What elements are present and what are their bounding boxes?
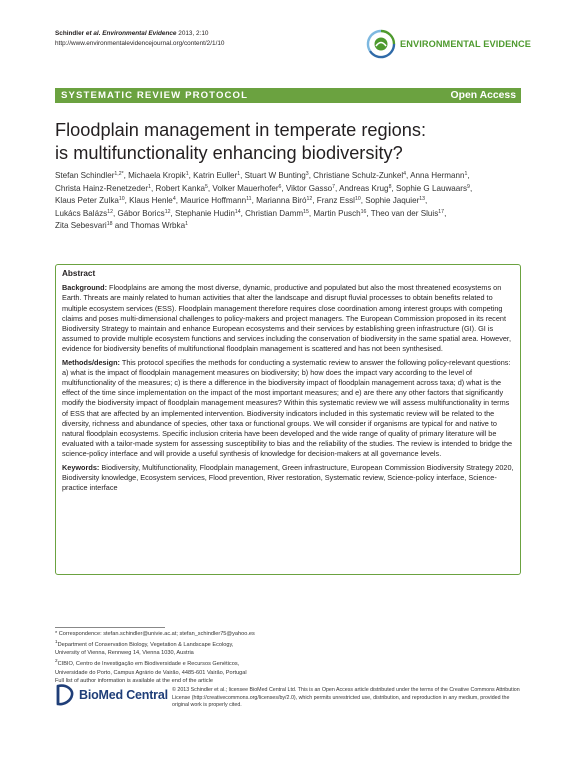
copyright-notice: © 2013 Schindler et al.; licensee BioMed Central Ltd. This is an Open Access article distributed under the terms of the Creative Commons Attribution License (http://creativecommons.org/licenses/by/2.0), which permits unrestricted use, distribution, and reproduction in any medium, provided the original work is properly cited. [172, 687, 520, 709]
affiliation-marker: 18 [106, 221, 113, 228]
affiliation-marker: 3 [305, 171, 309, 177]
author-name: , Martin Pusch [308, 208, 361, 218]
affiliation-marker: 1 [237, 171, 241, 177]
affiliation-marker: 10 [118, 196, 125, 203]
affiliation-2-text: CIBIO, Centro de Investigação em Biodiversidade e Recursos Genéticos, [57, 661, 240, 668]
background-text: Floodplains are among the most diverse, dynamic, productive and populated but also the most threatened ecosystems on Earth. Threats are mainly related to human activities that alter the landscape and disrupt fluvial processes to obtain benefits related to multiple ecosystem services (ESS). Floodplain management therefore requires close coordination among interest groups with competing claims and poses multi-dimensional challenges to policy-makers and project managers. The European Commission proposed in its recent Biodiversity Strategy to maintain and enhance European ecosystems and their services by establishing green infrastructure (GI). GI is assumed to provide multiple ecosystem functions and services including the conservation of biodiversity in the same spatial area. However, evidence for biodiversity benefits of multifunctional floodplain management is scattered and has not been synthesised. [62, 283, 511, 354]
author-name: , Katrin Euller [188, 171, 238, 180]
affiliation-marker: 7 [332, 183, 336, 190]
author-name: Stefan Schindler [55, 171, 115, 180]
journal-citation [55, 29, 224, 48]
author-name: , Sophie Jaquier [360, 196, 420, 206]
author-name: , [467, 171, 470, 180]
biomed-central-logo[interactable] [55, 684, 168, 706]
author-name: , [425, 196, 428, 206]
affiliation-marker: 4 [172, 196, 176, 203]
author-name: Klaus Peter Zulka [55, 196, 119, 206]
correspondence-footnotes [55, 630, 315, 685]
author-name: , Franz Essl [312, 196, 355, 206]
author-name: and Thomas Wrbka [112, 221, 186, 231]
author-name: , Theo van der Sluis [366, 208, 439, 218]
author-name: , Stephanie Hudin [170, 208, 235, 218]
author-name: , Maurice Hoffmann [175, 196, 247, 206]
author-name: , Viktor Gasso [281, 183, 333, 193]
author-name: , Christian Damm [240, 208, 304, 218]
footnote-divider [55, 627, 165, 628]
author-name: , Gábor Borics [112, 208, 165, 218]
affiliation-marker: 1 [464, 171, 468, 177]
affiliation-marker: 13 [419, 196, 426, 203]
correspondence-email[interactable]: * Correspondence: stefan.schindler@univie.ac.at; stefan_schindler75@yahoo.es [55, 631, 255, 637]
author-name: , Andreas Krug [335, 183, 389, 193]
environmental-evidence-emblem-icon [366, 29, 396, 59]
affiliation-1-marker: 1 [55, 639, 58, 645]
environmental-evidence-logo[interactable] [366, 29, 531, 59]
biomed-central-name: BioMed Central [79, 688, 168, 702]
author-name: Christa Hainz-Renetzeder [55, 183, 149, 193]
citation-authors: Schindler [55, 30, 86, 37]
author-name: , Stuart W Bunting [240, 171, 306, 180]
author-line [55, 220, 525, 233]
affiliation-marker: 9 [467, 183, 470, 190]
article-url[interactable]: http://www.environmentalevidencejournal.org/content/2/1/10 [55, 39, 225, 47]
author-name: Zita Sebesvari [55, 221, 107, 231]
author-name: , Sophie G Lauwaars [391, 183, 468, 193]
background-label: Background: [62, 283, 107, 293]
affiliation-marker: 15 [303, 208, 309, 215]
biomed-central-emblem-icon [55, 684, 75, 706]
article-type-banner [55, 88, 521, 103]
author-name: , Robert Kanka [151, 183, 206, 193]
author-name: , [444, 208, 447, 218]
affiliation-marker: 12 [107, 208, 113, 215]
abstract-methods [62, 358, 514, 460]
author-name: , Marianna Biró [251, 196, 307, 206]
abstract-heading: Abstract [62, 269, 96, 278]
article-type-label: SYSTEMATIC REVIEW PROTOCOL [61, 90, 249, 101]
keywords-label: Keywords: [62, 462, 100, 472]
affiliation-marker: 17 [438, 208, 445, 215]
title-line: Floodplain management in temperate regions: [55, 120, 427, 140]
affiliation-marker: 10 [354, 196, 361, 203]
affiliation-marker: 8 [388, 183, 392, 190]
affiliation-marker: 14 [234, 208, 241, 215]
keywords-text: Biodiversity, Multifunctionality, Floodplain management, Green infrastructure, European Commission Biodiversity Strategy 2020, Biodiversity knowledge, Ecosystem services, Flood prevention, River restoration, Systematic review, Science-policy interface, Science-practice interface [62, 462, 514, 493]
title-line: is multifunctionality enhancing biodiversity? [55, 143, 403, 163]
affiliation-2-address: Universidade do Porto, Campus Agrário de Vairão, 4485-601 Vairão, Portugal [55, 669, 247, 676]
logo-text: ENVIRONMENTAL EVIDENCE [400, 39, 532, 49]
methods-text: This protocol specifies the methods for conducting a systematic review to answer the following policy-relevant questions: a) what is the impact of floodplain management measures on biodiversity; b) how does the impact vary according to the level of multifunctionality of the measures; c) is there a difference in the biodiversity impact of floodplain management across taxa; d) what is the effect of the time since implementation on the impact of the most important measures; and e) are there any other factors that significantly modify the biodiversity impact of floodplain management measures? Within this systematic review we will assess multifunctionality in terms of ESS that are affected by an implemented intervention. Biodiversity indicators included in this systematic review will be related to the diversity, richness and abundance of species, other taxa or functional groups. We will consider if organisms are typical for and native to natural floodplain ecosystems. Specific inclusion criteria have been developed and the wide range of quality of primary literature will be evaluated with a tailor-made system for assessing susceptibility to bias and the reliability of the studies. The review is intended to bridge the science-policy interface and will provide a useful synthesis of knowledge for decision-makers at all governance levels. [62, 357, 513, 459]
author-name: , Klaus Henle [124, 196, 173, 206]
affiliation-marker: 1,2* [114, 171, 124, 177]
abstract-background [62, 283, 514, 354]
affiliation-marker: 6 [278, 183, 282, 190]
affiliation-marker: 12 [164, 208, 171, 215]
methods-label: Methods/design: [62, 357, 120, 367]
article-title [55, 119, 535, 165]
affiliation-marker: 1 [185, 171, 189, 177]
affiliation-2 [55, 657, 315, 668]
author-name: , Michaela Kropik [123, 171, 186, 180]
affiliation-marker: 4 [403, 171, 407, 177]
author-line [55, 170, 525, 183]
affiliation-marker: 11 [246, 196, 252, 203]
author-name: , [469, 183, 473, 193]
affiliation-1-address: University of Vienna, Rennweg 14, Vienna 1030, Austria [55, 650, 194, 657]
author-info-note: Full list of author information is available at the end of the article [55, 677, 213, 684]
author-line [55, 195, 525, 208]
author-name: , Christiane Schulz-Zunkel [308, 171, 404, 180]
affiliation-marker: 16 [360, 208, 367, 215]
affiliation-marker: 12 [306, 196, 313, 203]
affiliation-marker: 1 [148, 183, 152, 190]
citation-journal: et al. Environmental Evidence [85, 30, 177, 37]
author-name: Lukács Balázs [55, 208, 108, 218]
author-line [55, 208, 525, 221]
affiliation-marker: 5 [205, 183, 208, 190]
citation-year: 2013, 2:10 [176, 30, 209, 37]
affiliation-marker: 1 [185, 221, 188, 228]
affiliation-1-text: Department of Conservation Biology, Vegetation & Landscape Ecology, [57, 642, 234, 649]
author-list [55, 170, 525, 233]
author-line [55, 183, 525, 196]
affiliation-2-marker: 2 [55, 658, 58, 664]
abstract-box [55, 264, 521, 575]
open-access-label: Open Access [450, 90, 516, 101]
affiliation-1 [55, 638, 315, 649]
author-name: , Anna Hermann [406, 171, 465, 180]
author-name: , Volker Mauerhofer [207, 183, 279, 193]
abstract-keywords [62, 463, 514, 494]
